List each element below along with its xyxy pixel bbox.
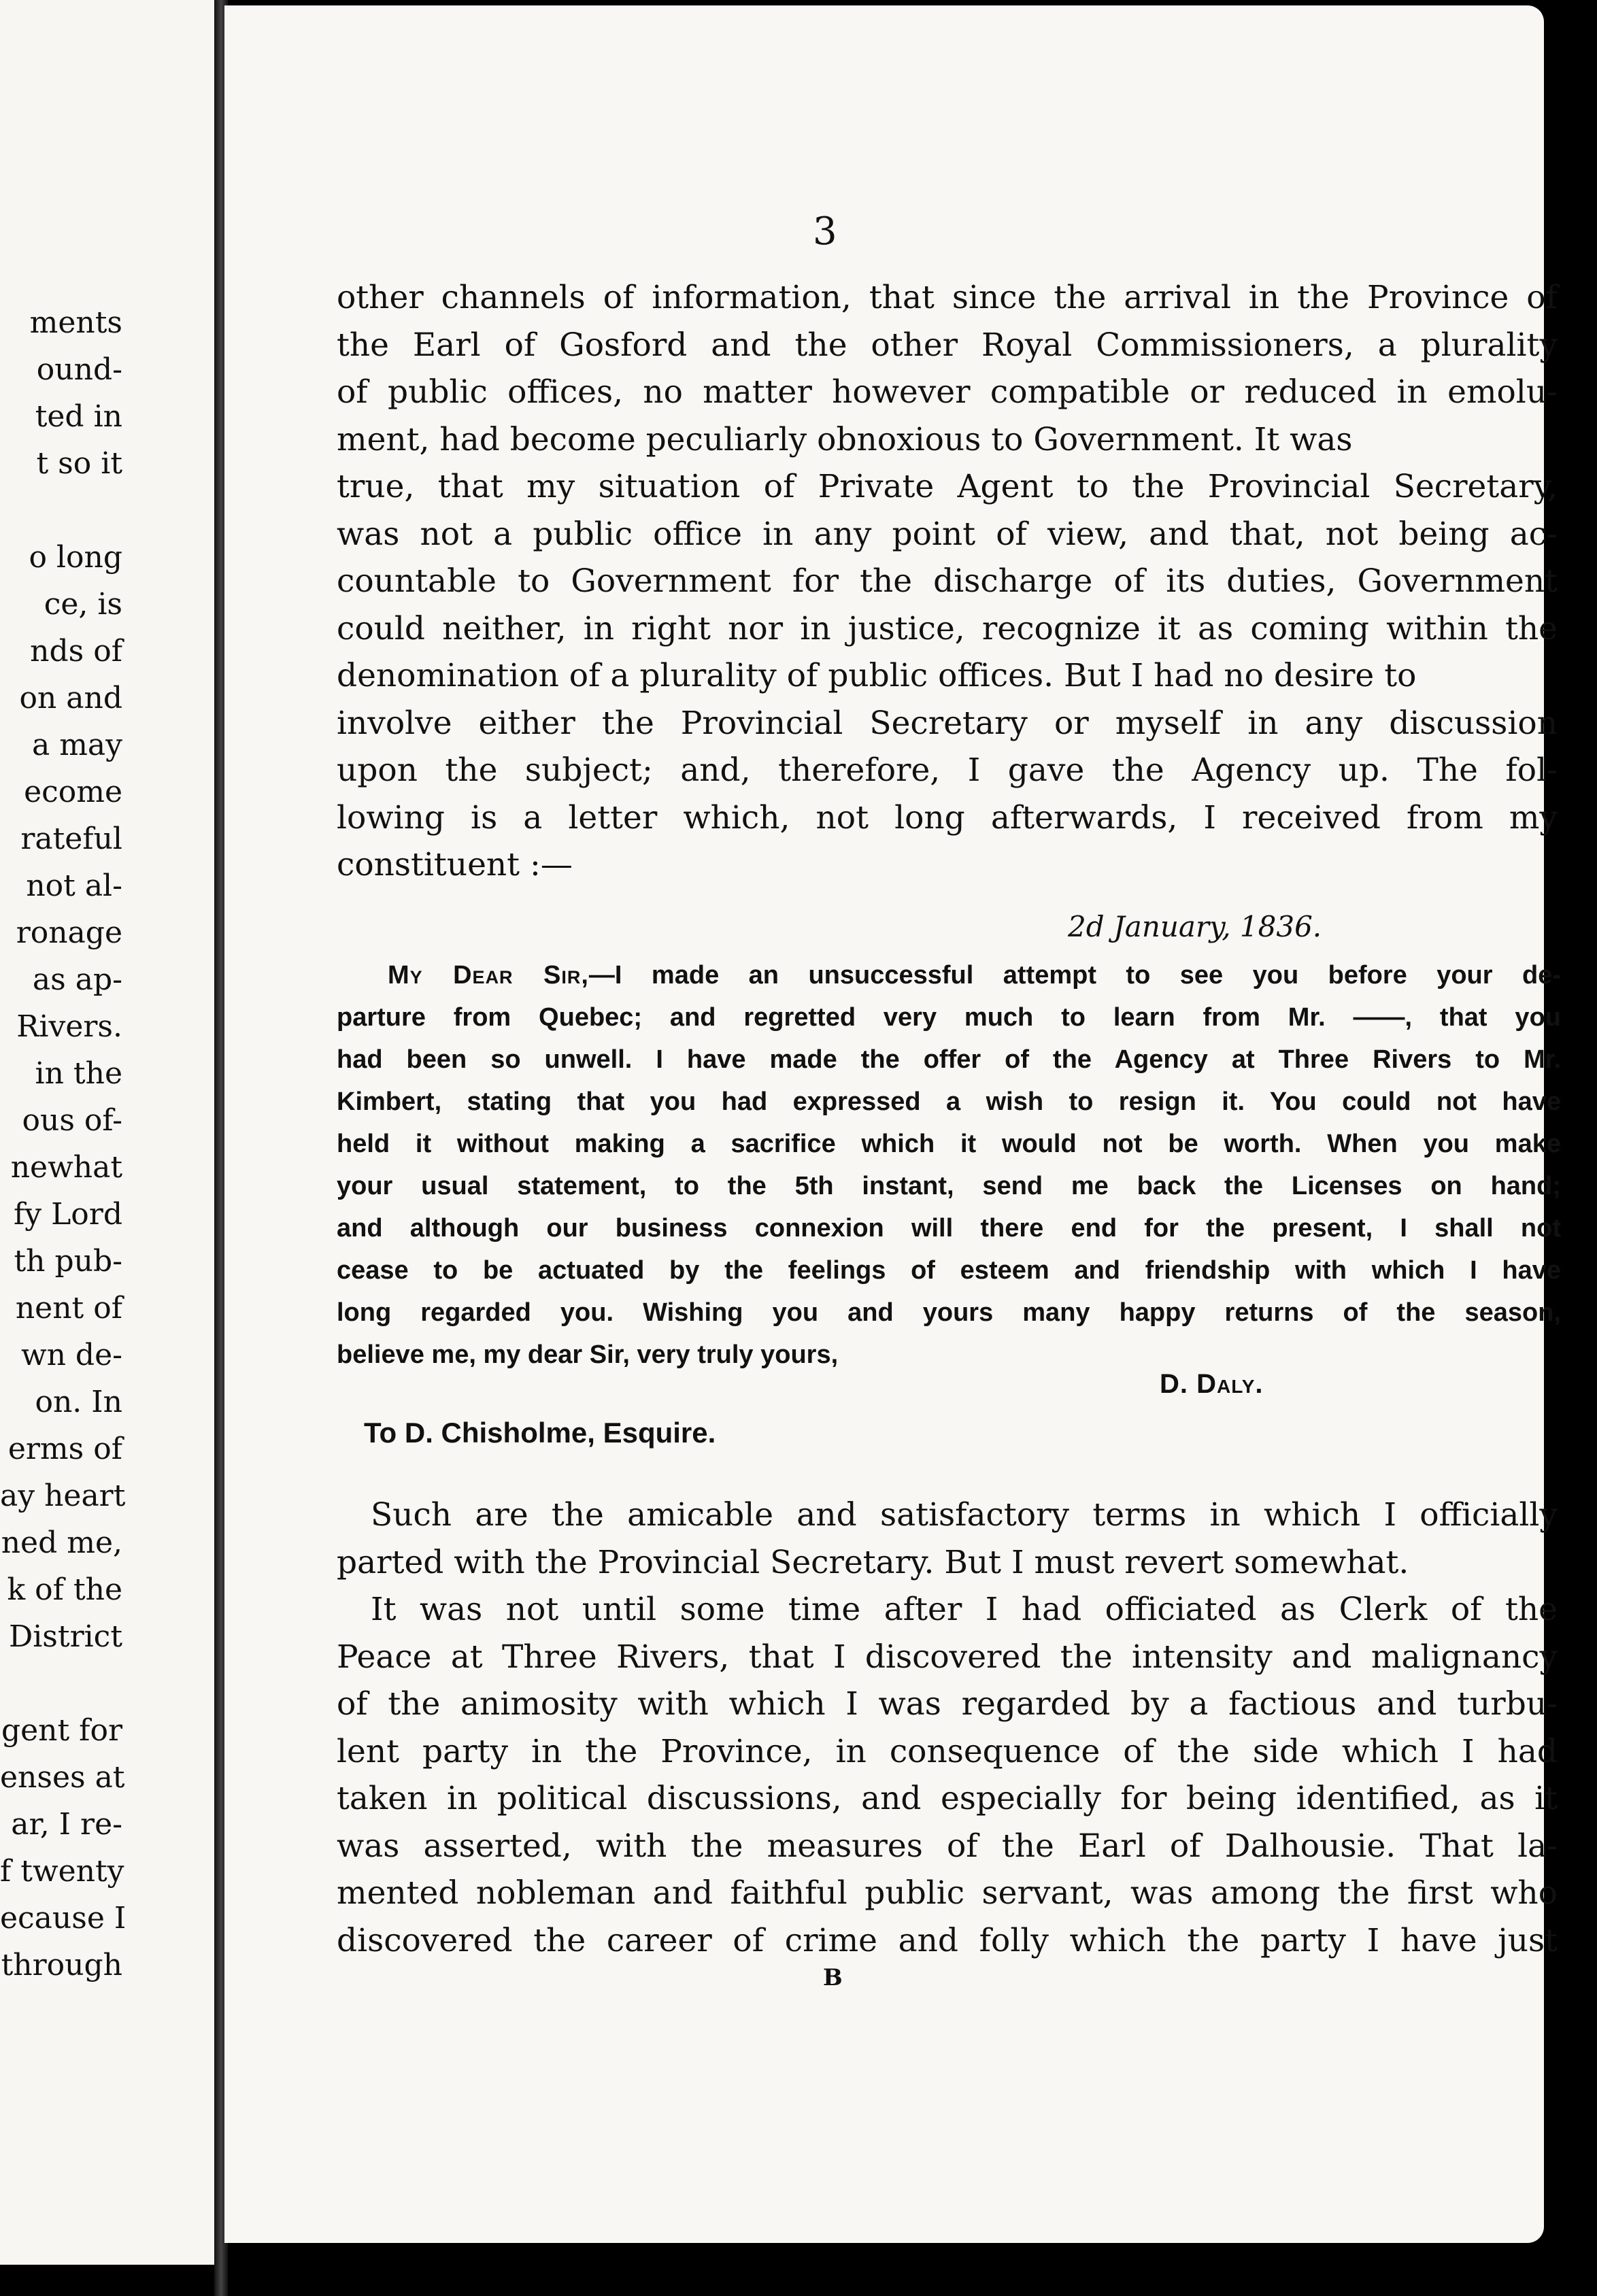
closing-line: taken in political discussions, and especially for being identified, as it <box>337 1780 1558 1817</box>
left-page-fragment: in the <box>35 1056 122 1091</box>
left-page-fragment <box>0 487 122 534</box>
letter-line: believe me, my dear Sir, very truly yours, <box>337 1340 839 1369</box>
left-page-fragment: rateful <box>20 822 122 856</box>
signature-mark: B <box>823 1964 843 1991</box>
left-page-fragment: District <box>8 1619 122 1654</box>
letter-text <box>337 954 1561 1376</box>
closing-line: Peace at Three Rivers, that I discovered the intensity and malignancy <box>337 1638 1558 1676</box>
left-page-fragment: ous of- <box>22 1103 122 1138</box>
closing-line: discovered the career of crime and folly which the party I have just <box>337 1921 1558 1959</box>
main-page <box>224 5 1561 2243</box>
left-page-fragment: ecome <box>24 775 122 809</box>
left-page-fragment: on and <box>19 681 122 715</box>
body-line: countable to Government for the discharge of its duties, Government <box>337 562 1558 600</box>
left-page-fragment: as ap- <box>32 962 122 997</box>
left-page-fragment: t so it <box>36 446 122 481</box>
body-line: constituent :— <box>337 846 573 883</box>
left-page-fragment: nds of <box>30 634 122 669</box>
body-line: lowing is a letter which, not long afterwards, I received from my <box>337 798 1558 837</box>
closing-line: It was not until some time after I had officiated as Clerk of the <box>371 1591 1558 1628</box>
letter-line: held it without making a sacrifice which it would not be worth. When you make <box>337 1130 1561 1158</box>
body-text <box>337 274 1558 889</box>
left-facing-page <box>0 0 223 2265</box>
left-page-fragment: ned me, <box>1 1525 122 1560</box>
letter-line: your usual statement, to the 5th instant, send me back the Licenses on hand; <box>337 1172 1561 1200</box>
left-page-fragment: wn de- <box>20 1338 122 1372</box>
letter-line: cease to be actuated by the feelings of esteem and friendship with which I have <box>337 1256 1561 1285</box>
letter-line: parture from Quebec; and regretted very much to learn from Mr. ——, that you <box>337 1003 1561 1032</box>
closing-line: parted with the Provincial Secretary. But I must revert somewhat. <box>337 1543 1409 1581</box>
body-line: of public offices, no matter however compatible or reduced in emolu- <box>337 373 1558 411</box>
closing-line: of the animosity with which I was regarded by a factious and turbu- <box>337 1685 1558 1723</box>
left-page-fragment: ronage <box>16 915 122 950</box>
body-line: involve either the Provincial Secretary or myself in any discussion <box>337 704 1558 742</box>
letter-date: 2d January, 1836. <box>1068 910 1322 943</box>
letter-signature: D. Daly. <box>1160 1369 1264 1399</box>
left-page-fragment: o long <box>29 540 122 575</box>
body-line: the Earl of Gosford and the other Royal Commissioners, a plurality <box>337 326 1558 364</box>
body-line: denomination of a plurality of public offices. But I had no desire to <box>337 657 1417 694</box>
closing-line: was asserted, with the measures of the Earl of Dalhousie. That la- <box>337 1827 1558 1865</box>
left-page-fragment: not al- <box>26 868 122 903</box>
letter-line: had been so unwell. I have made the offer of the Agency at Three Rivers to Mr. <box>337 1045 1561 1074</box>
closing-line: Such are the amicable and satisfactory terms in which I officially <box>371 1496 1558 1534</box>
letter-first-line-rest: —I made an unsuccessful attempt to see you before your de- <box>588 961 1561 990</box>
body-line: upon the subject; and, therefore, I gave the Agency up. The fol- <box>337 752 1558 789</box>
left-page-fragment: gent for <box>1 1713 122 1748</box>
left-page-fragment: ce, is <box>44 587 122 622</box>
body-line: true, that my situation of Private Agent to the Provincial Secretary, <box>337 468 1558 505</box>
left-page-fragment: fy Lord <box>13 1197 122 1232</box>
left-page-fragment: nent of <box>15 1291 122 1326</box>
left-page-fragment: ecause I <box>0 1901 127 1936</box>
letter-line: and although our business connexion will there end for the present, I shall not <box>337 1214 1561 1243</box>
left-page-text <box>0 299 127 1989</box>
left-page-fragment <box>0 1660 122 1707</box>
left-page-fragment: ound- <box>36 352 122 387</box>
left-page-fragment: on. In <box>35 1385 122 1419</box>
left-page-fragment: newhat <box>10 1150 122 1185</box>
left-page-fragment: th pub- <box>14 1244 122 1279</box>
left-page-fragment: a may <box>31 728 122 762</box>
letter-line: long regarded you. Wishing you and yours many happy returns of the season, <box>337 1298 1561 1327</box>
left-page-fragment: Rivers. <box>16 1009 122 1044</box>
left-page-fragment: enses at <box>0 1760 125 1795</box>
body-line: was not a public office in any point of view, and that, not being ac- <box>337 515 1558 553</box>
left-page-fragment: f twenty <box>0 1854 124 1889</box>
letter-first-line <box>337 954 1561 996</box>
body-line: could neither, in right nor in justice, recognize it as coming within the <box>337 609 1558 647</box>
letter-addressee: To D. Chisholme, Esquire. <box>364 1417 716 1449</box>
body-line: other channels of information, that since the arrival in the Province of <box>337 279 1558 316</box>
body-line: ment, had become peculiarly obnoxious to Government. It was <box>337 420 1353 458</box>
left-page-fragment: ay heart <box>0 1479 126 1513</box>
left-page-fragment: erms of <box>7 1432 122 1466</box>
left-page-fragment: ar, I re- <box>11 1807 122 1842</box>
left-page-fragment: k of the <box>7 1572 122 1607</box>
closing-line: lent party in the Province, in consequence of the side which I had <box>337 1732 1558 1770</box>
closing-line: mented nobleman and faithful public servant, was among the first who <box>337 1874 1558 1912</box>
left-page-fragment: ments <box>29 305 122 340</box>
closing-text <box>337 1491 1558 1964</box>
letter-salutation: My Dear Sir, <box>388 961 589 990</box>
letter-line: Kimbert, stating that you had expressed a wish to resign it. You could not have <box>337 1087 1561 1116</box>
page-number: 3 <box>813 209 837 254</box>
left-page-fragment: ted in <box>35 399 122 434</box>
left-page-fragment: through <box>1 1948 122 1982</box>
